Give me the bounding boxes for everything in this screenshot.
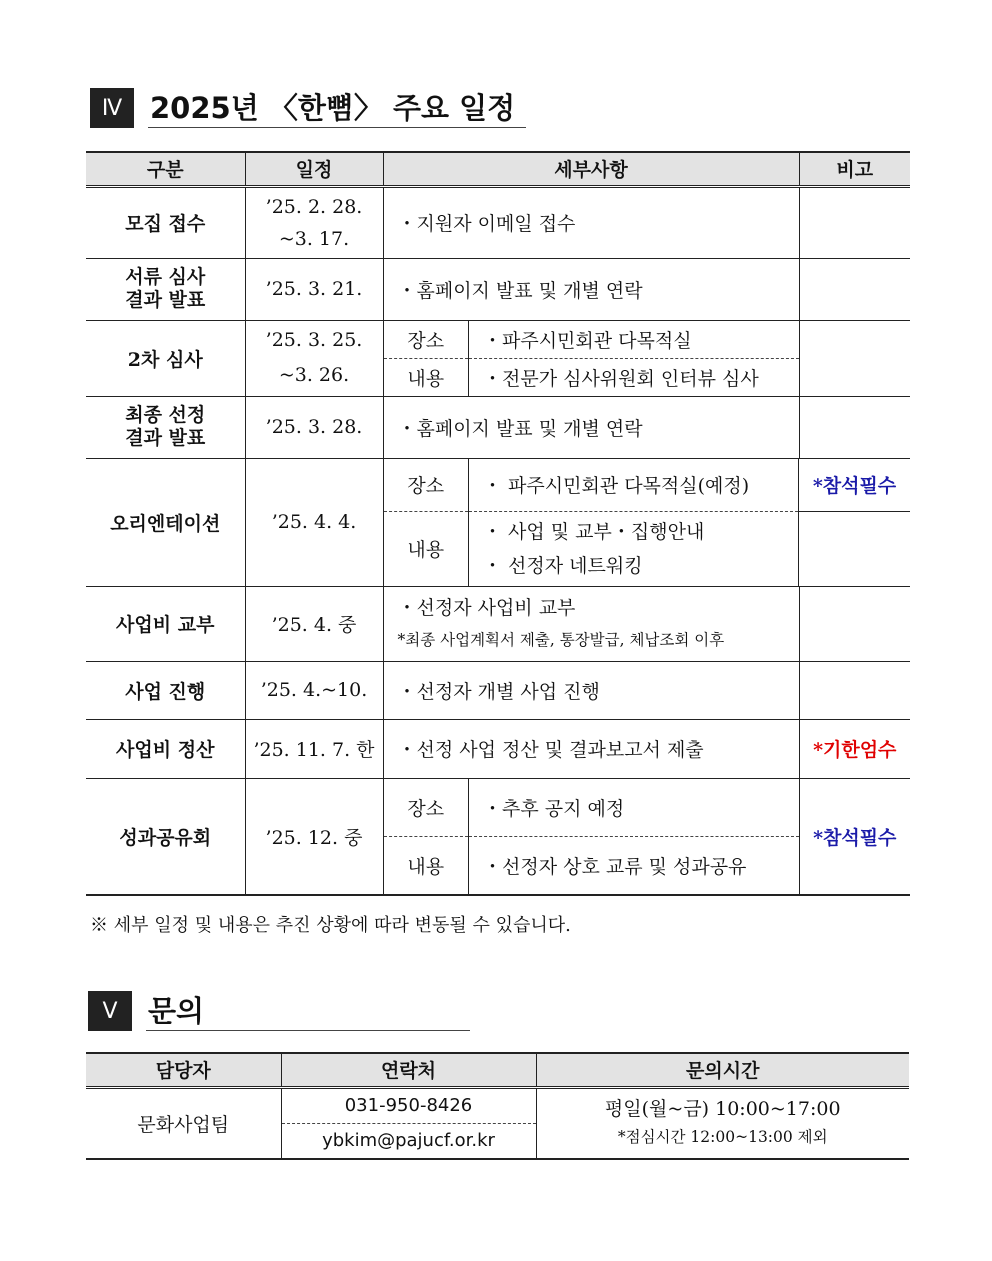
row-category (86, 396, 245, 458)
category-line2: 결과 발표 (125, 289, 206, 311)
team-name: 문화사업팀 (86, 1087, 281, 1159)
date-start: ’25. 3. 25. (265, 329, 363, 351)
row-detail (383, 458, 910, 586)
content-value: ・선정자 상호 교류 및 성과공유 (483, 855, 747, 878)
row-detail: ・지원자 이메일 접수 (383, 186, 799, 258)
place-label: 장소 (384, 459, 469, 512)
content-line1: ・ 사업 및 교부・집행안내 (483, 520, 705, 543)
row-note (799, 586, 910, 661)
section5-heading (88, 991, 470, 1031)
detail-subtable (384, 779, 799, 894)
place-value: ・ 파주시민회관 다목적실(예정) (469, 459, 799, 512)
row-note (799, 258, 910, 320)
header-note: 비고 (799, 152, 910, 186)
section4-title: 2025년 〈한뼘〉 주요 일정 (148, 89, 526, 128)
schedule-footnote: ※ 세부 일정 및 내용은 추진 상황에 따라 변동될 수 있습니다. (90, 915, 571, 936)
deadline-note: *기한엄수 (813, 739, 897, 761)
row-date: ’25. 11. 7. 한 (245, 719, 383, 778)
row-date (245, 320, 383, 396)
content-value (469, 512, 799, 586)
lunch-exclusion: *점심시간 12:00~13:00 제외 (617, 1128, 828, 1147)
row-category: 사업 진행 (86, 661, 245, 719)
date-end: ~3. 26. (278, 364, 350, 386)
table-row (86, 320, 910, 396)
row-date: ’25. 4. 중 (245, 586, 383, 661)
row-date: ’25. 3. 21. (245, 258, 383, 320)
table-row (86, 661, 910, 719)
table-row (86, 186, 910, 258)
date-end: ~3. 17. (278, 227, 350, 250)
schedule-table (86, 151, 910, 896)
header-manager: 담당자 (86, 1053, 281, 1087)
row-category: 사업비 정산 (86, 719, 245, 778)
row-date: ’25. 4.~10. (245, 661, 383, 719)
email-address: ybkim@pajucf.or.kr (281, 1123, 536, 1159)
row-date: ’25. 12. 중 (245, 778, 383, 895)
category-line1: 최종 선정 (125, 404, 206, 426)
table-row (86, 396, 910, 458)
row-note (799, 661, 910, 719)
section4-heading (90, 88, 526, 128)
row-category: 모집 접수 (86, 186, 245, 258)
table-row (86, 778, 910, 895)
detail-subtable (384, 459, 911, 586)
category-line2: 결과 발표 (125, 427, 206, 449)
place-value: ・파주시민회관 다목적실 (483, 329, 692, 352)
row-date: ’25. 4. 4. (245, 458, 383, 586)
row-category: 2차 심사 (86, 320, 245, 396)
contact-table (86, 1052, 909, 1160)
row-detail: ・선정 사업 정산 및 결과보고서 제출 (383, 719, 799, 778)
detail-subtable (384, 321, 799, 396)
attendance-required-note: *참석필수 (813, 826, 897, 849)
content-line2: ・ 선정자 네트워킹 (483, 554, 643, 577)
content-label: 내용 (384, 512, 469, 586)
content-label: 내용 (384, 836, 469, 894)
place-label: 장소 (384, 321, 469, 359)
detail-subnote: *최종 사업계획서 제출, 통장발급, 체납조회 이후 (397, 630, 725, 649)
table-row (86, 586, 910, 661)
row-category (86, 258, 245, 320)
header-category: 구분 (86, 152, 245, 186)
row-detail (383, 778, 799, 895)
content-label: 내용 (384, 358, 469, 396)
section5-title: 문의 (146, 992, 470, 1031)
row-note (799, 320, 910, 396)
inquiry-hours (536, 1087, 909, 1159)
row-note (799, 512, 911, 586)
date-start: ’25. 2. 28. (265, 195, 363, 218)
weekday-hours: 평일(월~금) 10:00~17:00 (604, 1098, 841, 1121)
table-row (86, 458, 910, 586)
row-category: 사업비 교부 (86, 586, 245, 661)
table-row (86, 258, 910, 320)
category-line1: 서류 심사 (125, 266, 206, 288)
place-label: 장소 (384, 779, 469, 837)
header-detail: 세부사항 (383, 152, 799, 186)
section5-number: Ⅴ (88, 991, 132, 1031)
attendance-required-note: *참석필수 (799, 459, 911, 512)
section4-number: Ⅳ (90, 88, 134, 128)
row-detail: ・홈페이지 발표 및 개별 연락 (383, 258, 799, 320)
row-date (245, 186, 383, 258)
row-category: 성과공유회 (86, 778, 245, 895)
content-value: ・전문가 심사위원회 인터뷰 심사 (483, 367, 759, 390)
row-category: 오리엔테이션 (86, 458, 245, 586)
row-detail: ・홈페이지 발표 및 개별 연락 (383, 396, 799, 458)
detail-line: ・선정자 사업비 교부 (397, 596, 576, 619)
header-contact: 연락처 (281, 1053, 536, 1087)
row-detail (383, 586, 799, 661)
row-detail (383, 320, 799, 396)
table-row (86, 719, 910, 778)
row-detail: ・선정자 개별 사업 진행 (383, 661, 799, 719)
row-note (799, 186, 910, 258)
place-value: ・추후 공지 예정 (483, 797, 625, 820)
phone-number: 031-950-8426 (281, 1087, 536, 1123)
header-date: 일정 (245, 152, 383, 186)
header-hours: 문의시간 (536, 1053, 909, 1087)
row-date: ’25. 3. 28. (245, 396, 383, 458)
row-note (799, 396, 910, 458)
